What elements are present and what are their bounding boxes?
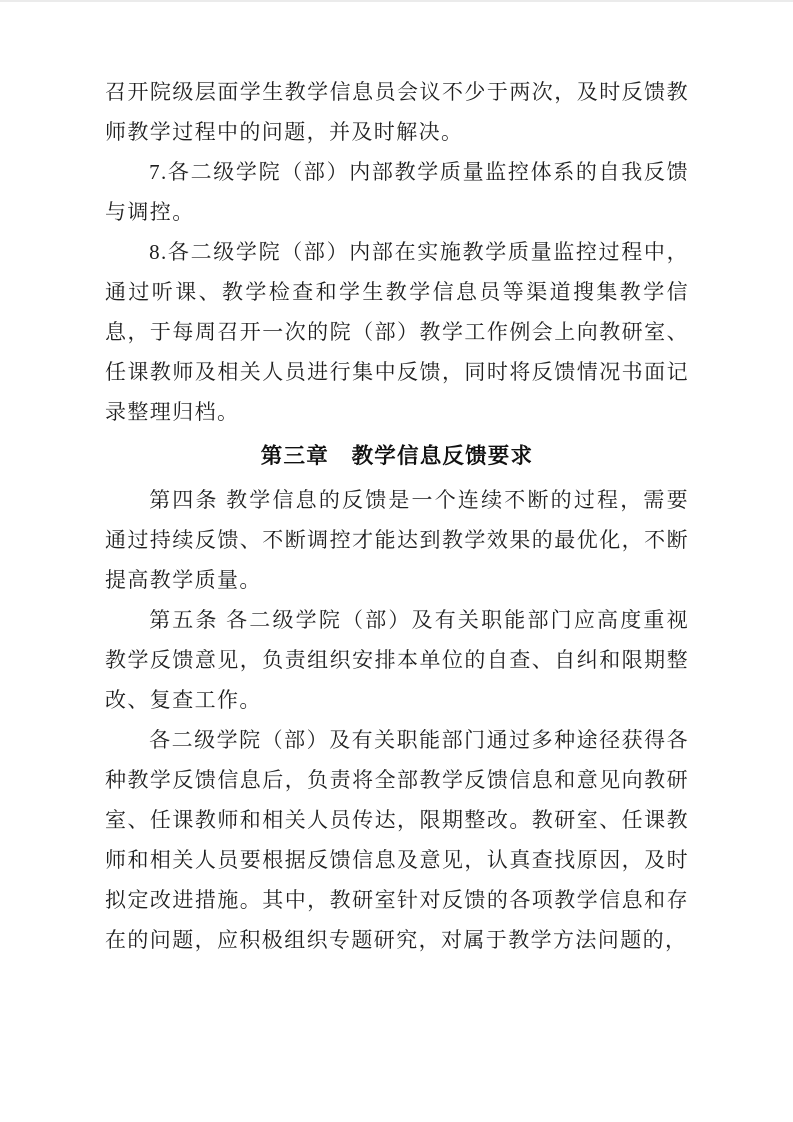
- page-top-scan-edge: [0, 0, 793, 2]
- paragraph-article-5: 第五条 各二级学院（部）及有关职能部门应高度重视教学反馈意见，负责组织安排本单位的自查、自纠和限期整改、复查工作。: [105, 608, 689, 712]
- chapter-heading: 第三章 教学信息反馈要求: [260, 444, 534, 468]
- paragraph-item-7: 7.各二级学院（部）内部教学质量监控体系的自我反馈与调控。: [105, 160, 689, 224]
- paragraph-item-8: 8.各二级学院（部）内部在实施教学质量监控过程中，通过听课、教学检查和学生教学信息员等渠道搜集教学信息，于每周召开一次的院（部）教学工作例会上向教研室、任课教师及相关人员进行集中反馈，同时将反馈情况书面记录整理归档。: [105, 240, 689, 424]
- paragraph-continuation: 召开院级层面学生教学信息员会议不少于两次，及时反馈教师教学过程中的问题，并及时解决。: [105, 80, 689, 144]
- paragraph-feedback-handling: 各二级学院（部）及有关职能部门通过多种途径获得各种教学反馈信息后，负责将全部教学反馈信息和意见向教研室、任课教师和相关人员传达，限期整改。教研室、任课教师和相关人员要根据反馈信息及意见，认真查找原因，及时拟定改进措施。其中，教研室针对反馈的各项教学信息和存在的问题，应积极组织专题研究，对属于教学方法问题的，: [105, 728, 689, 952]
- paragraph-article-4: 第四条 教学信息的反馈是一个连续不断的过程，需要通过持续反馈、不断调控才能达到教学效果的最优化，不断提高教学质量。: [105, 488, 689, 592]
- document-content: [105, 72, 689, 960]
